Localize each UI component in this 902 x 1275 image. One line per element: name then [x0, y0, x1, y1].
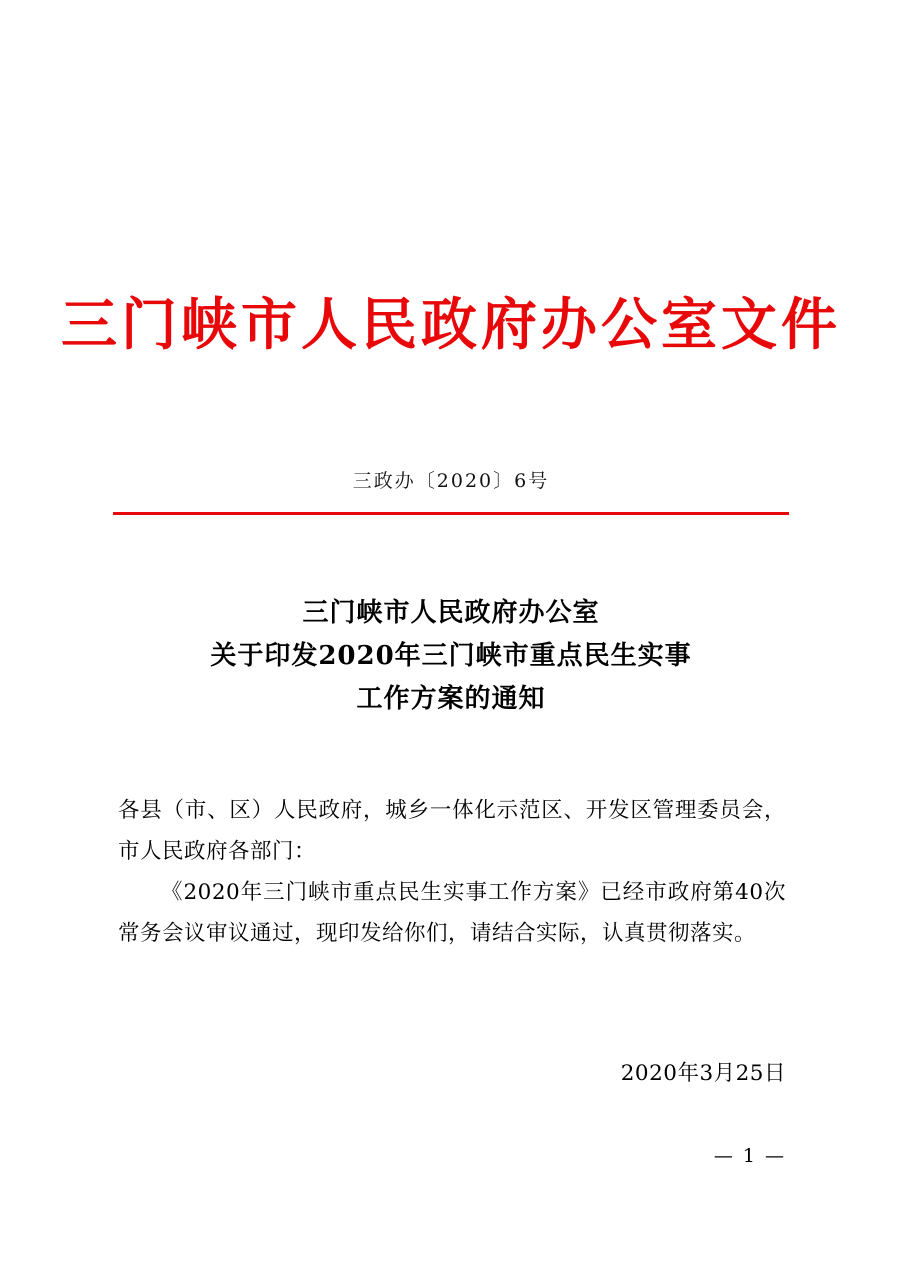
masthead	[0, 292, 902, 359]
body-paragraph-main: 《2020年三门峡市重点民生实事工作方案》已经市政府第40次常务会议审议通过，现印发给你们，请结合实际，认真贯彻落实。	[118, 880, 786, 946]
title-line-1: 三门峡市人民政府办公室	[302, 598, 600, 628]
document-date: 2020年3月25日	[620, 1061, 786, 1086]
document-body	[118, 790, 786, 954]
masthead-title: 三门峡市人民政府办公室文件	[61, 292, 841, 358]
page-number: — 1 —	[713, 1145, 786, 1167]
document-number: 三政办〔2020〕6号	[352, 470, 550, 492]
red-divider-rule	[113, 512, 789, 515]
title-line-3: 工作方案的通知	[356, 684, 546, 714]
title-line-2: 关于印发2020年三门峡市重点民生实事	[210, 641, 692, 671]
document-title	[113, 592, 789, 721]
body-paragraph-recipients: 各县（市、区）人民政府，城乡一体化示范区、开发区管理委员会，市人民政府各部门：	[118, 798, 786, 864]
